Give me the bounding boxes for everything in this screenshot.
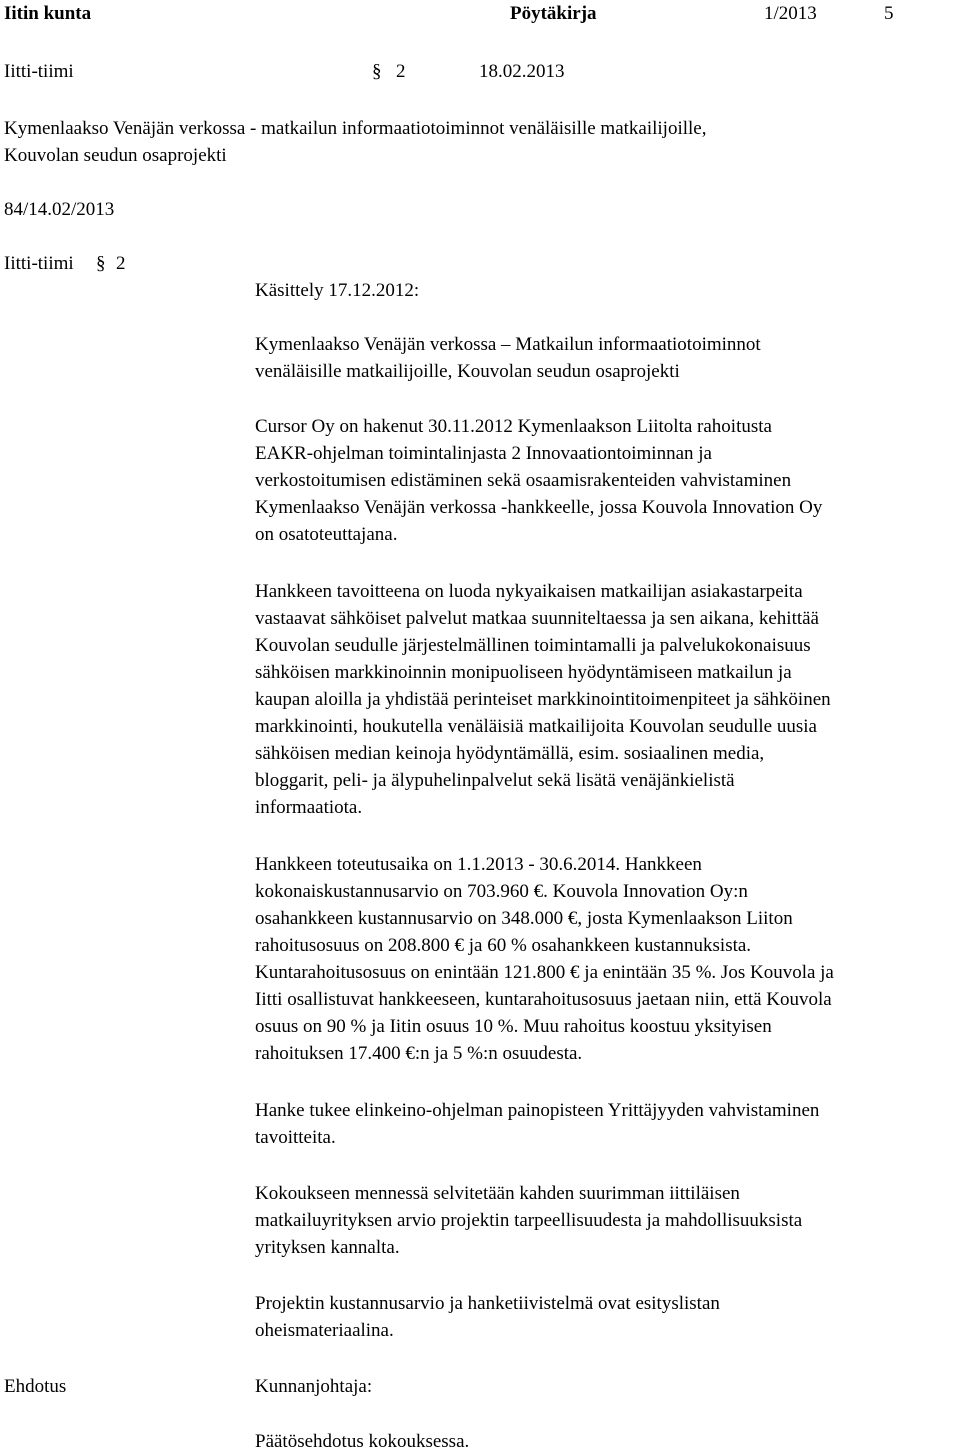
paragraph-budget-line8: rahoituksen 17.400 €:n ja 5 %:n osuudesta. (255, 1043, 583, 1064)
section-number: 2 (396, 61, 406, 82)
paragraph-application-line3: verkostoitumisen edistäminen sekä osaamisrakenteiden vahvistaminen (255, 470, 792, 491)
paragraph-program-line1: Hanke tukee elinkeino-ohjelman painopisteen Yrittäjyyden vahvistaminen (255, 1100, 820, 1121)
project-title-line2: venäläisille matkailijoille, Kouvolan seudun osaprojekti (255, 361, 680, 382)
subject-title-line2: Kouvolan seudun osaprojekti (4, 145, 227, 166)
paragraph-budget-line4: rahoitusosuus on 208.800 € ja 60 % osahankkeen kustannuksista. (255, 935, 752, 956)
paragraph-survey-line1: Kokoukseen mennessä selvitetään kahden suurimman iittiläisen (255, 1183, 740, 1204)
paragraph-application-line2: EAKR-ohjelman toimintalinjasta 2 Innovaationtoiminnan ja (255, 443, 712, 464)
paragraph-goals-line3: Kouvolan seudulle järjestelmällinen toimintamalli ja palvelukokonaisuus (255, 635, 811, 656)
proposal-label: Ehdotus (4, 1376, 67, 1397)
paragraph-goals-line2: vastaavat sähköiset palvelut matkaa suunniteltaessa ja sen aikana, kehittää (255, 608, 819, 629)
paragraph-application-line4: Kymenlaakso Venäjän verkossa -hankkeelle, jossa Kouvola Innovation Oy (255, 497, 823, 518)
paragraph-application-line1: Cursor Oy on hakenut 30.11.2012 Kymenlaakson Liitolta rahoitusta (255, 416, 772, 437)
proposer-label: Kunnanjohtaja: (255, 1376, 373, 1397)
page-number: 5 (884, 3, 894, 24)
paragraph-goals-line1: Hankkeen tavoitteena on luoda nykyaikaisen matkailijan asiakastarpeita (255, 581, 803, 602)
prior-section-symbol: § (96, 253, 106, 274)
doc-number: 1/2013 (764, 3, 817, 24)
body-name: Iitti-tiimi (4, 61, 74, 82)
paragraph-goals-line5: kaupan aloilla ja yhdistää perinteiset markkinointitoimenpiteet ja sähköinen (255, 689, 831, 710)
paragraph-goals-line4: sähköisen markkinoinnin monipuoliseen hyödyntämiseen matkailun ja (255, 662, 792, 683)
paragraph-survey-line2: matkailuyrityksen arvio projektin tarpeellisuudesta ja mahdollisuuksista (255, 1210, 803, 1231)
paragraph-attachments-line1: Projektin kustannusarvio ja hanketiivistelmä ovat esityslistan (255, 1293, 720, 1314)
org-name: Iitin kunta (4, 3, 92, 24)
paragraph-budget-line7: osuus on 90 % ja Iitin osuus 10 %. Muu rahoitus koostuu yksityisen (255, 1016, 772, 1037)
paragraph-goals-line8: bloggarit, peli- ja älypuhelinpalvelut sekä lisätä venäjänkielistä (255, 770, 735, 791)
paragraph-goals-line6: markkinointi, houkutella venäläisiä matkailijoita Kouvolan seudulle uusia (255, 716, 817, 737)
subject-title-line1: Kymenlaakso Venäjän verkossa - matkailun informaatiotoiminnot venäläisille matkailijoille, (4, 118, 707, 139)
paragraph-budget-line6: Iitti osallistuvat hankkeeseen, kuntarahoitusosuus jaetaan niin, että Kouvola (255, 989, 832, 1010)
kasittely-line: Käsittely 17.12.2012: (255, 280, 420, 301)
section-symbol: § (372, 61, 382, 82)
doc-type: Pöytäkirja (510, 3, 597, 24)
prior-section-number: 2 (116, 253, 126, 274)
dnro: 84/14.02/2013 (4, 199, 115, 220)
paragraph-budget-line2: kokonaiskustannusarvio on 703.960 €. Kouvola Innovation Oy:n (255, 881, 748, 902)
paragraph-goals-line9: informaatiota. (255, 797, 363, 818)
proposal-text: Päätösehdotus kokouksessa. (255, 1431, 470, 1452)
paragraph-attachments-line2: oheismateriaalina. (255, 1320, 394, 1341)
paragraph-budget-line3: osahankkeen kustannusarvio on 348.000 €, josta Kymenlaakson Liiton (255, 908, 793, 929)
project-title-line1: Kymenlaakso Venäjän verkossa – Matkailun informaatiotoiminnot (255, 334, 761, 355)
paragraph-application-line5: on osatoteuttajana. (255, 524, 398, 545)
paragraph-program-line2: tavoitteita. (255, 1127, 336, 1148)
prior-body-name: Iitti-tiimi (4, 253, 74, 274)
meeting-date: 18.02.2013 (479, 61, 565, 82)
paragraph-budget-line5: Kuntarahoitusosuus on enintään 121.800 € ja enintään 35 %. Jos Kouvola ja (255, 962, 834, 983)
paragraph-budget-line1: Hankkeen toteutusaika on 1.1.2013 - 30.6.2014. Hankkeen (255, 854, 702, 875)
paragraph-goals-line7: sähköisen median keinoja hyödyntämällä, esim. sosiaalinen media, (255, 743, 765, 764)
paragraph-survey-line3: yrityksen kannalta. (255, 1237, 400, 1258)
